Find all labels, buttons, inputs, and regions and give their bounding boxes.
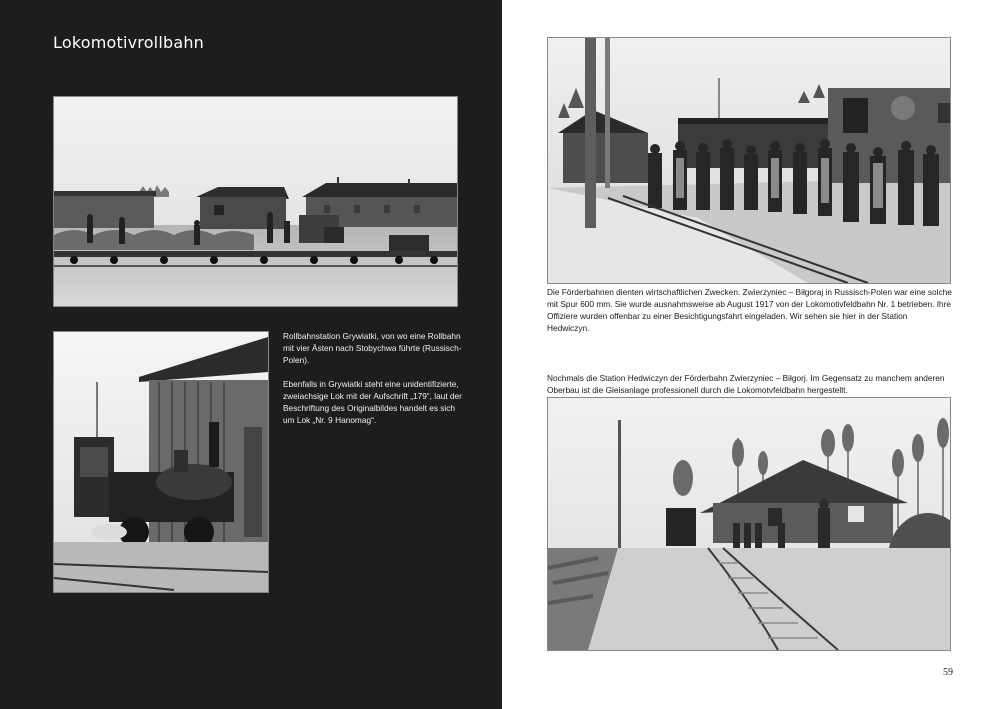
station-hedwiczyn-photo [547,397,951,651]
caption-paragraph-2: Ebenfalls in Grywiatki steht eine unidentifizierte, zweiachsige Lok mit der Aufschrift „179“, laut der Beschriftung des Originalbildes handelt es sich um Lok „Nr. 9 Hanomag“. [283,379,462,425]
railway-station-photo [53,96,458,307]
caption-paragraph-1: Rollbahnstation Grywiatki, von wo eine Rollbahn mit vier Ästen nach Stobychwa führte (Russisch-Polen). [283,331,462,365]
right-page [502,0,1003,709]
caption-grywiatki [283,330,463,438]
caption-foerderbahn: Die Förderbahnen dienten wirtschaftlichen Zwecken. Zwierzyniec – Biłgoraj in Russisch-Polen war eine solche mit Spur 600 mm. Sie wurde ausnahmsweise ab August 1917 von der Lokomotivfeldbahn Nr. 1 betrieben. Ihre Offiziere wurden offenbar zu einer Besichtigungsfahrt eingeladen. Wir sehen sie hier in der Station Hedwiczyn. [547,287,952,333]
chapter-title: Lokomotivrollbahn [53,33,205,52]
officers-train-photo [547,37,951,284]
page-number: 59 [943,667,953,678]
locomotive-photo [53,331,269,593]
caption-hedwiczyn: Nochmals die Station Hedwiczyn der Förderbahn Zwierzyniec – Biłgorj. Im Gegensatz zu manchem anderen Oberbau ist die Gleisanlage professionell durch die Lokomotvfeldbahn hergestellt. [547,373,945,395]
